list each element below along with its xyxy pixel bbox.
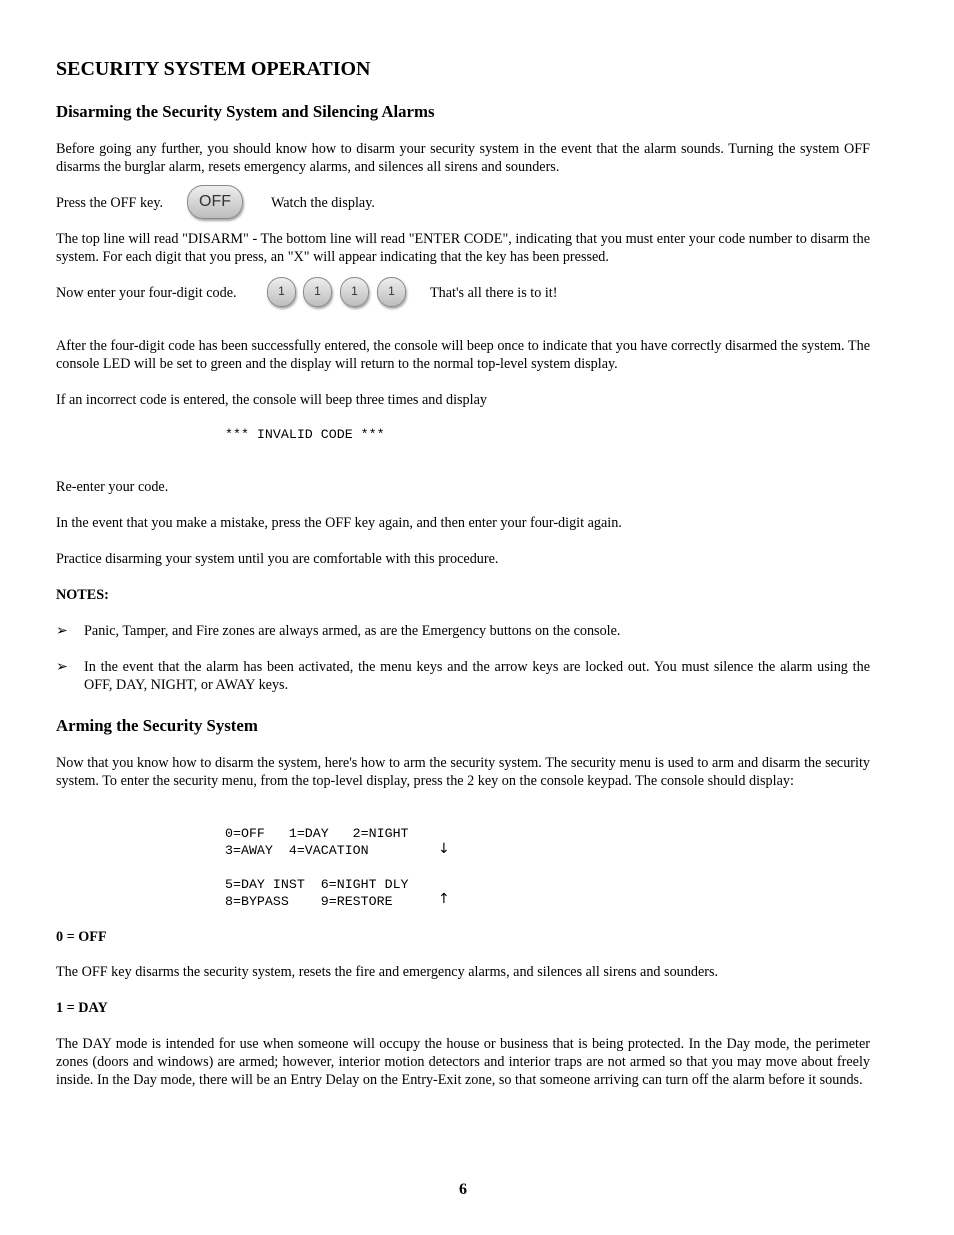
thats-all-text: That's all there is to it!: [430, 285, 558, 301]
enter-code-text: Now enter your four-digit code.: [56, 285, 237, 301]
bullet-arrow-icon: ➢: [56, 623, 68, 639]
menu-display-line: 8=BYPASS 9=RESTORE: [225, 894, 393, 909]
section-heading-disarming: Disarming the Security System and Silencing Alarms: [56, 102, 435, 121]
note-item: In the event that the alarm has been activated, the menu keys and the arrow keys are locked out. You must silence the alarm using the OFF, DAY, NIGHT, or AWAY keys.: [84, 659, 870, 693]
watch-display-text: Watch the display.: [271, 195, 375, 211]
key-1-icon: 1: [340, 277, 369, 307]
page-title: SECURITY SYSTEM OPERATION: [56, 58, 371, 80]
down-arrow-icon: ↓: [438, 841, 450, 857]
off-mode-heading: 0 = OFF: [56, 929, 107, 945]
reenter-paragraph: Re-enter your code.: [56, 479, 169, 495]
day-mode-heading: 1 = DAY: [56, 1000, 108, 1016]
invalid-code-display: *** INVALID CODE ***: [225, 427, 385, 442]
day-mode-paragraph: The DAY mode is intended for use when someone will occupy the house or business that is being protected. In the Day mode, the perimeter zones (doors and windows) are armed; however, interior motion detectors and interior traps are not armed so that you may move about freely inside. In the Day mode, there will be an Entry Delay on the Entry-Exit zone, so that someone arriving can turn off the alarm before it sounds.: [56, 1036, 870, 1088]
key-1-icon: 1: [267, 277, 296, 307]
arming-intro-paragraph: Now that you know how to disarm the system, here's how to arm the security system. The security menu is used to arm and disarm the security system. To enter the security menu, from the top-level display, press the 2 key on the console keypad. The console should display:: [56, 755, 870, 789]
key-1-icon: 1: [377, 277, 406, 307]
practice-paragraph: Practice disarming your system until you are comfortable with this procedure.: [56, 551, 499, 567]
display-description-paragraph: The top line will read "DISARM" - The bottom line will read "ENTER CODE", indicating that you must enter your code number to disarm the system. For each digit that you press, an "X" will appear indicating that the key has been pressed.: [56, 231, 870, 265]
menu-display-line: 5=DAY INST 6=NIGHT DLY: [225, 877, 409, 892]
off-mode-paragraph: The OFF key disarms the security system, resets the fire and emergency alarms, and silences all sirens and sounders.: [56, 964, 719, 980]
key-1-icon: 1: [303, 277, 332, 307]
menu-display-line: 3=AWAY 4=VACATION: [225, 843, 369, 858]
incorrect-code-paragraph: If an incorrect code is entered, the console will beep three times and display: [56, 392, 487, 408]
off-key-icon: OFF: [187, 185, 243, 219]
page-number: 6: [459, 1181, 467, 1198]
menu-display-line: 0=OFF 1=DAY 2=NIGHT: [225, 826, 409, 841]
note-item: Panic, Tamper, and Fire zones are always armed, as are the Emergency buttons on the console.: [84, 623, 621, 639]
bullet-arrow-icon: ➢: [56, 659, 68, 675]
disarm-intro-paragraph: Before going any further, you should know how to disarm your security system in the event that the alarm sounds. Turning the system OFF disarms the burglar alarm, resets emergency alarms, and silences all sirens and sounders.: [56, 141, 870, 175]
press-off-text: Press the OFF key.: [56, 195, 164, 211]
after-code-paragraph: After the four-digit code has been successfully entered, the console will beep once to indicate that you have correctly disarmed the system. The console LED will be set to green and the display will return to the normal top-level system display.: [56, 338, 870, 372]
mistake-paragraph: In the event that you make a mistake, press the OFF key again, and then enter your four-digit again.: [56, 515, 622, 531]
notes-label: NOTES:: [56, 587, 109, 603]
up-arrow-icon: ↑: [438, 891, 450, 907]
section-heading-arming: Arming the Security System: [56, 716, 258, 735]
